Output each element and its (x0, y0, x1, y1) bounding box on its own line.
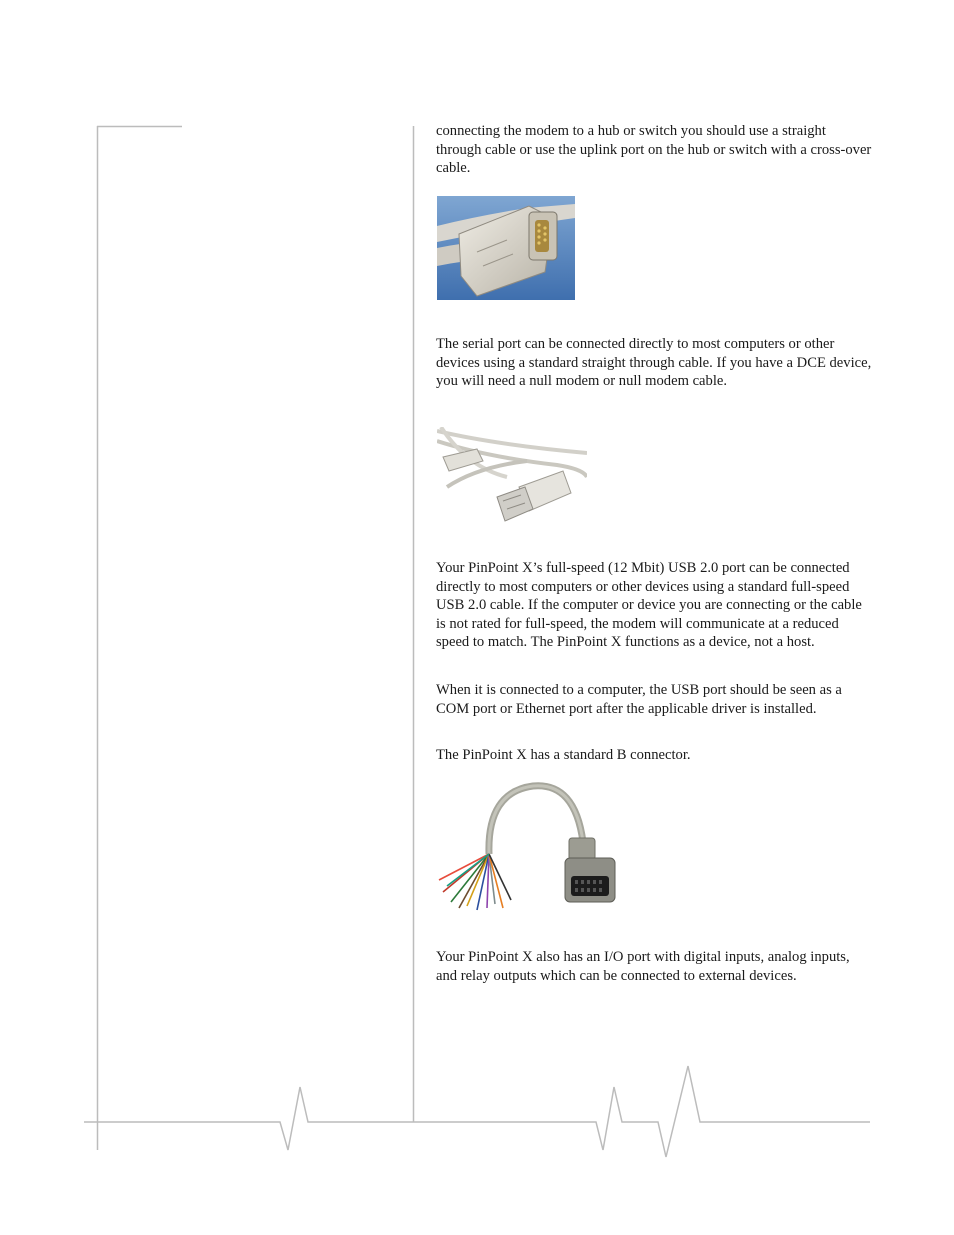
io-port-paragraph: Your PinPoint X also has an I/O port with digital inputs, analog inputs, and relay outputs which can be connected to external devices. (436, 949, 850, 984)
serial-port-paragraph: The serial port can be connected directly to most computers or other devices using a standard straight through cable. If you have a DCE device, you will need a null modem or null modem cable. (436, 336, 872, 390)
ethernet-paragraph-continued: connecting the modem to a hub or switch you should use a straight through cable or use the uplink port on the hub or switch with a cross-over cable. (436, 123, 872, 177)
io-cable-photo (437, 782, 625, 914)
usb-port-paragraph: Your PinPoint X’s full-speed (12 Mbit) USB 2.0 port can be connected directly to most computers or other devices using a standard full-speed USB 2.0 cable. If the computer or device you are connecting or the cable is not rated for full-speed, the modem will communicate at a reduced speed to match. The PinPoint X functions as a device, not a host. (436, 560, 862, 651)
usb-driver-paragraph: When it is connected to a computer, the USB port should be seen as a COM port or Ethernet port after the applicable driver is installed. (436, 682, 842, 717)
usb-connector-paragraph: The PinPoint X has a standard B connector. (436, 747, 691, 763)
footer-pulse-line (84, 1066, 870, 1157)
usb-cable-photo (437, 427, 587, 524)
serial-cable-photo (437, 196, 575, 300)
